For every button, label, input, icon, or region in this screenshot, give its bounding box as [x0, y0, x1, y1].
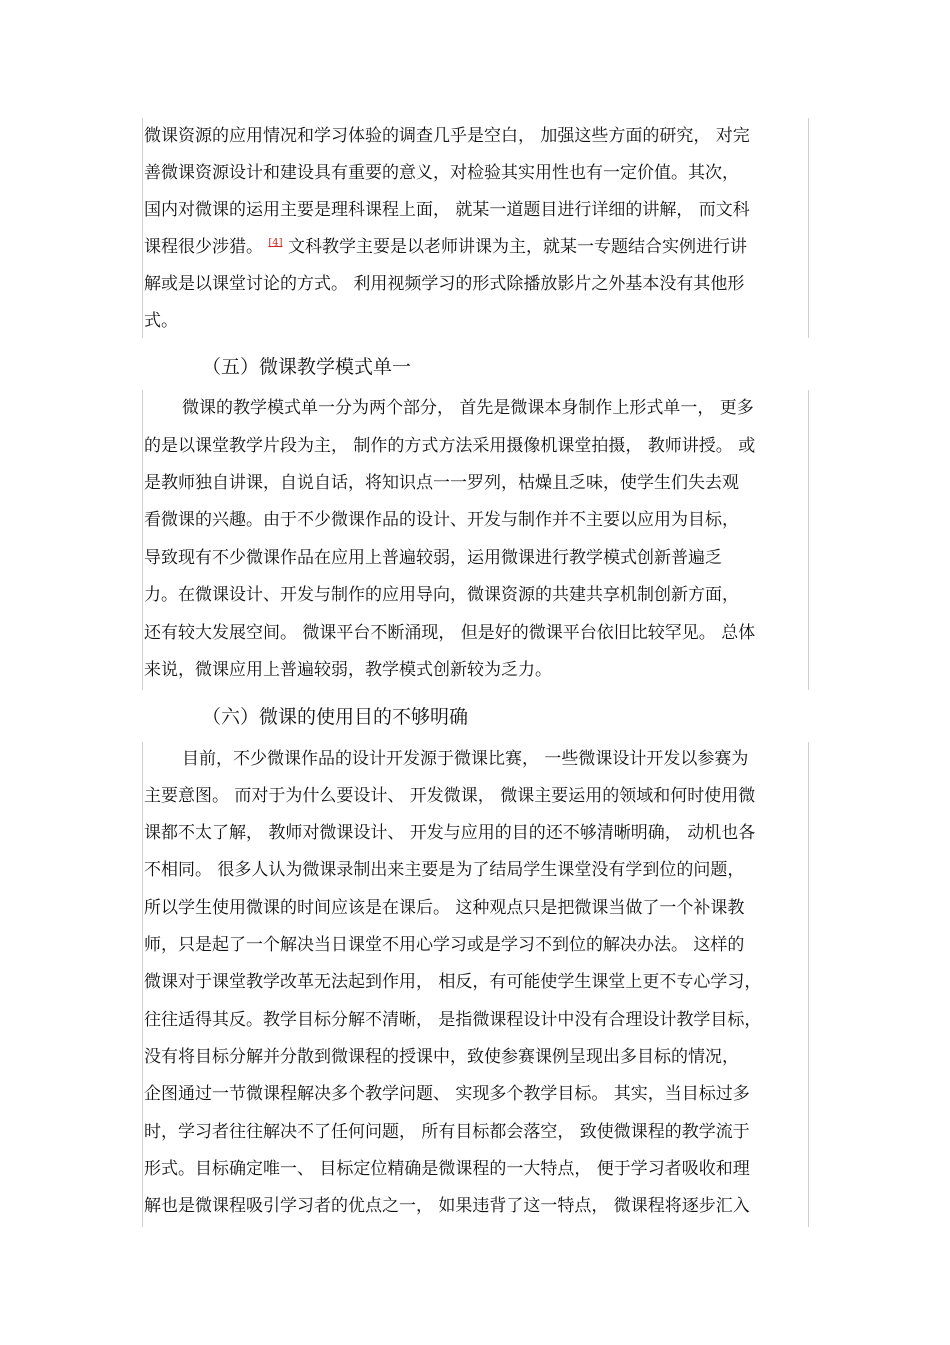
paragraph-line: 的是以课堂教学片段为主， 制作的方式方法采用摄像机课堂拍摄， 教师讲授。 或 — [144, 436, 756, 456]
left-border-mid — [142, 390, 143, 690]
paragraph-line: 国内对微课的运用主要是理科课程上面， 就某一道题目进行详细的讲解， 而文科 — [144, 200, 750, 220]
paragraph-line: 微课对于课堂教学改革无法起到作用， 相反，有可能使学生课堂上更不专心学习， — [144, 972, 762, 992]
paragraph-line: 式。 — [144, 311, 178, 331]
paragraph-line: 目前，不少微课作品的设计开发源于微课比赛， 一些微课设计开发以参赛为 — [182, 749, 749, 769]
paragraph-line: 导致现有不少微课作品在应用上普遍较弱，运用微课进行教学模式创新普遍乏 — [144, 548, 722, 568]
paragraph-line: 时，学习者往往解决不了任何问题， 所有目标都会落空， 致使微课程的教学流于 — [144, 1122, 750, 1142]
paragraph-line — [144, 229, 808, 266]
paragraph-line: 善微课资源设计和建设具有重要的意义，对检验其实用性也有一定价值。其次， — [144, 163, 739, 183]
line-text: 文科教学主要是以老师讲课为主，就某一专题结合实例进行讲 — [287, 237, 747, 257]
paragraph-line: 解也是微课程吸引学习者的优点之一， 如果违背了这一特点， 微课程将逐步汇入 — [144, 1196, 750, 1216]
line-text: 课程很少涉猎。 — [144, 237, 263, 257]
section-heading-6: （六）微课的使用目的不够明确 — [202, 706, 469, 728]
paragraph-line: 企图通过一节微课程解决多个教学问题、 实现多个教学目标。 其实，当目标过多 — [144, 1084, 750, 1104]
section-heading-5: （五）微课教学模式单一 — [202, 356, 412, 378]
paragraph-line: 力。在微课设计、开发与制作的应用导向，微课资源的共建共享机制创新方面， — [144, 585, 739, 605]
paragraph-line: 所以学生使用微课的时间应该是在课后。 这种观点只是把微课当做了一个补课教 — [144, 898, 745, 918]
paragraph-line: 形式。目标确定唯一、 目标定位精确是微课程的一大特点， 便于学习者吸收和理 — [144, 1159, 750, 1179]
paragraph-line: 是教师独自讲课，自说自话，将知识点一一罗列，枯燥且乏味，使学生们失去观 — [144, 473, 739, 493]
left-border-top — [142, 118, 143, 338]
right-border-top — [808, 118, 809, 338]
paragraph-line: 往往适得其反。教学目标分解不清晰， 是指微课程设计中没有合理设计教学目标， — [144, 1010, 762, 1030]
paragraph-line: 解或是以课堂讨论的方式。 利用视频学习的形式除播放影片之外基本没有其他形 — [144, 274, 745, 294]
paragraph-line: 课都不太了解， 教师对微课设计、 开发与应用的目的还不够清晰明确， 动机也各 — [144, 823, 756, 843]
paragraph-line: 来说，微课应用上普遍较弱，教学模式创新较为乏力。 — [144, 660, 552, 680]
right-border-bottom — [808, 742, 809, 1227]
paragraph-line: 没有将目标分解并分散到微课程的授课中，致使参赛课例呈现出多目标的情况， — [144, 1047, 739, 1067]
paragraph-line: 主要意图。 而对于为什么要设计、 开发微课， 微课主要运用的领域和何时使用微 — [144, 786, 756, 806]
paragraph-line: 还有较大发展空间。 微课平台不断涌现， 但是好的微课平台依旧比较罕见。 总体 — [144, 623, 756, 643]
right-border-mid — [808, 390, 809, 690]
paragraph-line: 微课资源的应用情况和学习体验的调查几乎是空白， 加强这些方面的研究， 对完 — [144, 126, 750, 146]
left-border-bottom — [142, 742, 143, 1227]
paragraph-line: 不相同。 很多人认为微课录制出来主要是为了结局学生课堂没有学到位的问题， — [144, 860, 745, 880]
paragraph-line: 微课的教学模式单一分为两个部分， 首先是微课本身制作上形式单一， 更多 — [182, 398, 754, 418]
paragraph-line: 师，只是起了一个解决当日课堂不用心学习或是学习不到位的解决办法。 这样的 — [144, 935, 745, 955]
citation-reference[interactable]: [4] — [268, 237, 283, 249]
paragraph-line: 看微课的兴趣。由于不少微课作品的设计、开发与制作并不主要以应用为目标， — [144, 510, 739, 530]
